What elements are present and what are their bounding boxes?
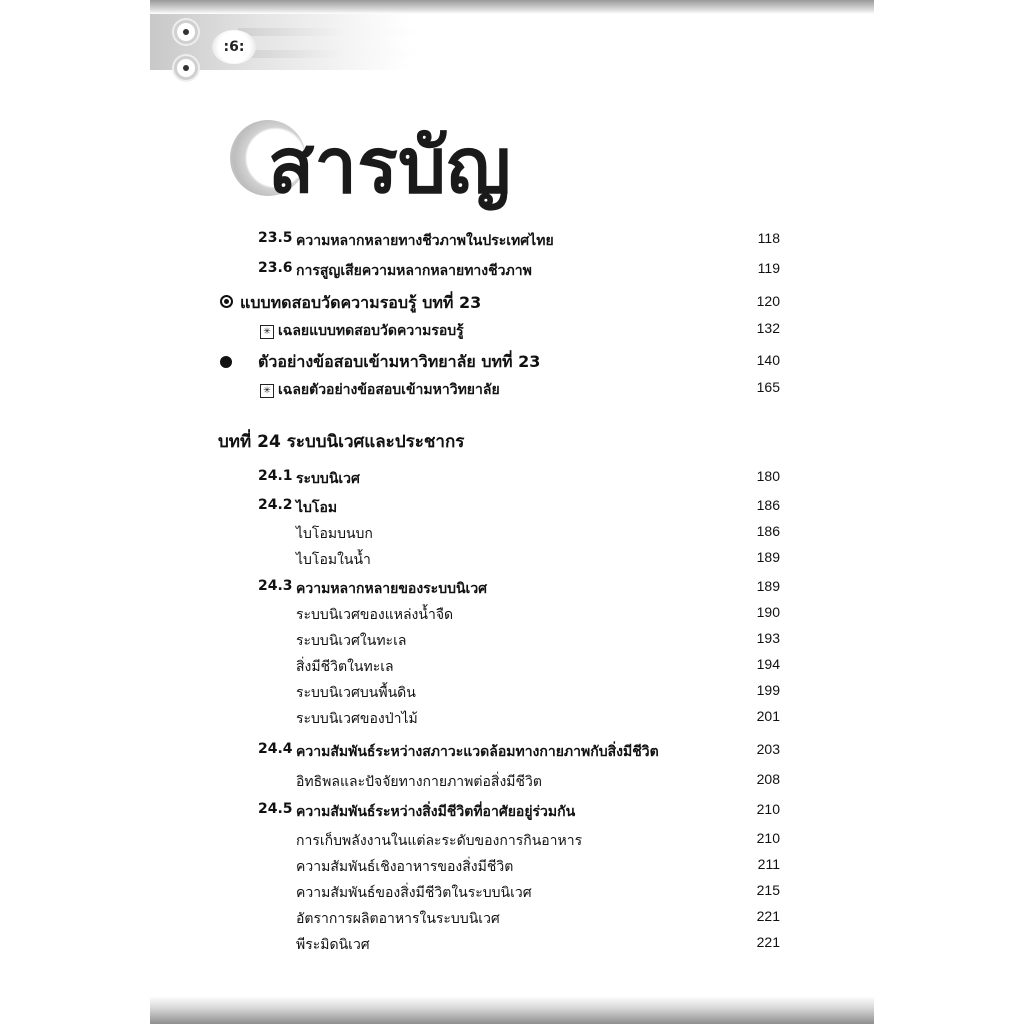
toc-row [150,468,874,490]
toc-row [150,352,874,374]
toc-row [150,682,874,704]
star-box-icon: ✳ [260,380,279,398]
subsection-label: พีระมิดนิเวศ [296,937,370,953]
toc-row [150,630,874,652]
page-number: 210 [756,830,780,846]
header-band [150,0,874,14]
page-title: สารบัญ [268,121,511,210]
section-number: 24.1 [258,468,293,484]
page-number: 186 [756,523,780,539]
bullet-circle-icon [174,20,198,44]
section-number: 24.3 [258,578,293,594]
subsection-label: การเก็บพลังงานในแต่ละระดับของการกินอาหาร [296,833,583,849]
header-bar [238,50,418,58]
toc-row [150,934,874,956]
toc-row [150,293,874,315]
page-number: 186 [756,497,780,513]
subsection-label: ระบบนิเวศบนพื้นดิน [296,685,416,701]
answer-label: เฉลยตัวอย่างข้อสอบเข้ามหาวิทยาลัย [278,382,500,398]
page-number: 221 [756,908,780,924]
exam-label: ตัวอย่างข้อสอบเข้ามหาวิทยาลัย บทที่ 23 [258,352,541,371]
toc-row [150,320,874,342]
toc-row [150,708,874,730]
book-page [150,0,874,1024]
bullet-circle-icon [174,56,198,80]
section-label: ความหลากหลายทางชีวภาพในประเทศไทย [296,233,554,249]
section-label: การสูญเสียความหลากหลายทางชีวภาพ [296,263,532,279]
section-label: ความสัมพันธ์ระหว่างสภาวะแวดล้อมทางกายภาพกับสิ่งมีชีวิต [296,744,659,760]
subsection-label: สิ่งมีชีวิตในทะเล [296,659,394,675]
page-number: 189 [756,578,780,594]
page-number: 119 [757,260,780,276]
page-number: 193 [756,630,780,646]
chapter-heading: บทที่ 24 ระบบนิเวศและประชากร [218,432,465,452]
subsection-label: ไบโอมในน้ำ [296,552,371,568]
toc-row [150,230,874,252]
subsection-label: อัตราการผลิตอาหารในระบบนิเวศ [296,911,500,927]
toc-row [150,578,874,600]
section-number: 24.2 [258,497,293,513]
page-number: 190 [756,604,780,620]
star-box-icon: ✳ [260,321,279,339]
page-number: 180 [756,468,780,484]
toc-row [150,549,874,571]
subsection-label: ระบบนิเวศของแหล่งน้ำจืด [296,607,454,623]
header-bar [238,28,418,36]
toc-row [150,801,874,823]
toc-row [150,379,874,401]
page-marker: :6: [212,30,256,64]
subsection-label: ระบบนิเวศของป่าไม้ [296,711,418,727]
page-number: 120 [756,293,780,309]
page-number: 208 [756,771,780,787]
toc-row [150,656,874,678]
toc-row [150,741,874,763]
title-block [230,104,650,210]
subsection-label: ระบบนิเวศในทะเล [296,633,407,649]
toc-row [150,882,874,904]
section-label: ระบบนิเวศ [296,471,360,487]
page-number: 211 [757,856,780,872]
section-label: ไบโอม [296,500,338,516]
toc-row [150,908,874,930]
section-label: ความสัมพันธ์ระหว่างสิ่งมีชีวิตที่อาศัยอยู่ร่วมกัน [296,804,576,820]
section-number: 24.4 [258,741,293,757]
page-number: 210 [756,801,780,817]
toc-row [150,260,874,282]
section-label: ความหลากหลายของระบบนิเวศ [296,581,488,597]
section-number: 23.5 [258,230,293,246]
page-number: 199 [756,682,780,698]
toc-row [150,856,874,878]
chapter-heading-row [150,428,874,454]
footer-band [150,996,874,1024]
toc-row [150,771,874,793]
section-number: 23.6 [258,260,293,276]
hexagon-bullet-icon [220,355,232,371]
page-number: 221 [756,934,780,950]
subsection-label: ความสัมพันธ์ของสิ่งมีชีวิตในระบบนิเวศ [296,885,532,901]
page-number: 201 [756,708,780,724]
page-number: 189 [756,549,780,565]
subsection-label: ความสัมพันธ์เชิงอาหารของสิ่งมีชีวิต [296,859,514,875]
test-label: แบบทดสอบวัดความรอบรู้ บทที่ 23 [240,293,482,312]
subsection-label: อิทธิพลและปัจจัยทางกายภาพต่อสิ่งมีชีวิต [296,774,542,790]
toc-row [150,830,874,852]
answer-label: เฉลยแบบทดสอบวัดความรอบรู้ [278,323,464,339]
page-number: 194 [756,656,780,672]
page-number: 118 [757,230,780,246]
page-number: 132 [756,320,780,336]
page-number: 140 [756,352,780,368]
page-number: 203 [756,741,780,757]
section-number: 24.5 [258,801,293,817]
toc-row [150,523,874,545]
page-number: 215 [756,882,780,898]
page-number: 165 [756,379,780,395]
toc-row [150,604,874,626]
subsection-label: ไบโอมบนบก [296,526,373,542]
toc-row [150,497,874,519]
target-bullet-icon [220,295,233,311]
